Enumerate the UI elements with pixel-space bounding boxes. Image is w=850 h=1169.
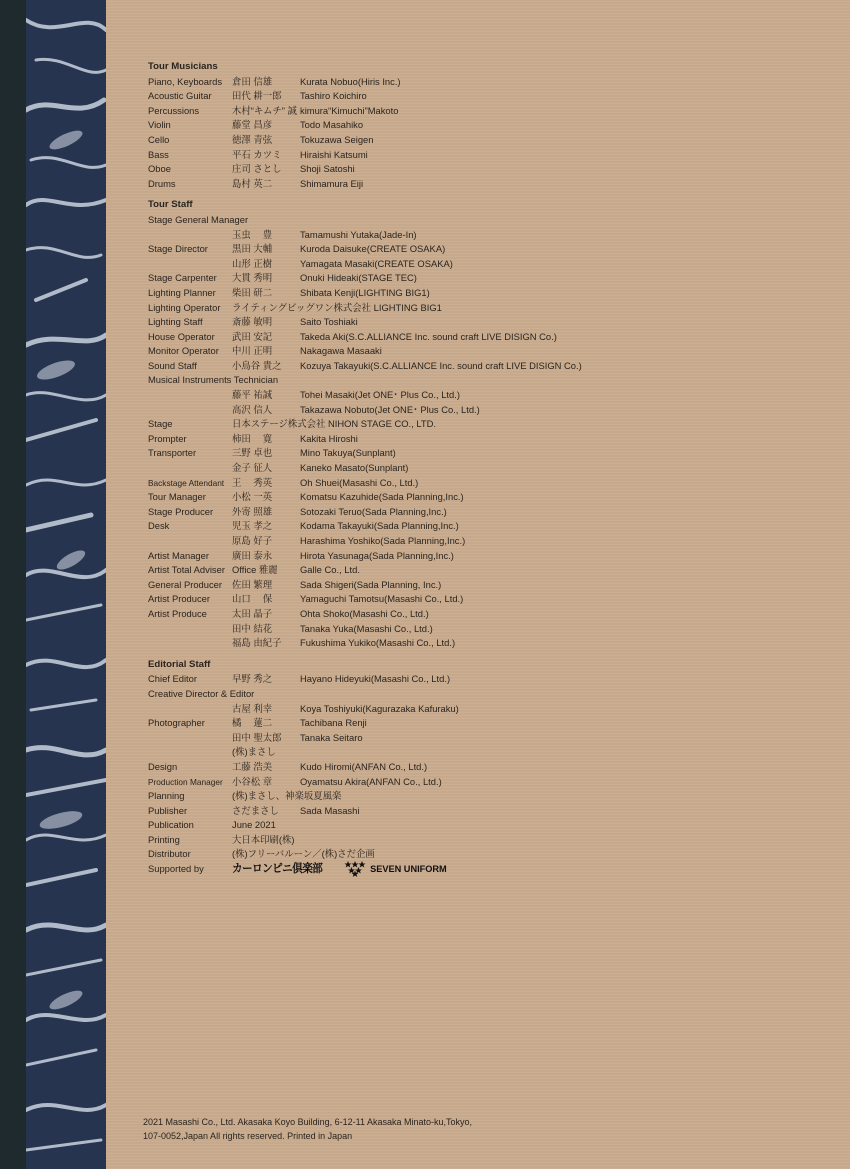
credit-row — [148, 702, 828, 717]
credit-role: Planning — [148, 790, 185, 802]
credit-name-jp: 中川 正明 — [232, 345, 273, 357]
supported-by-row — [148, 862, 828, 877]
credit-row — [148, 476, 828, 491]
credit-row — [148, 818, 828, 833]
credit-name-en: Mino Takuya(Sunplant) — [300, 447, 396, 459]
credit-row — [148, 177, 828, 192]
credit-name-jp: 黒田 大輔 — [232, 243, 273, 255]
tour-musicians-section — [148, 60, 828, 191]
credit-name-jp: 平石 カツミ — [232, 148, 282, 160]
credit-name-jp: 柴田 研二 — [232, 286, 273, 298]
sponsor-logos — [232, 861, 447, 877]
credit-row — [148, 118, 828, 133]
credit-role: Prompter — [148, 432, 187, 444]
credit-name-jp: 小松 一英 — [232, 491, 273, 503]
credit-name-en: Sada Shigeri(Sada Planning, Inc.) — [300, 578, 442, 590]
credit-role: Stage Producer — [148, 505, 214, 517]
credit-row — [148, 446, 828, 461]
credit-role: Musical Instruments Technician — [148, 374, 279, 386]
credit-row — [148, 578, 828, 593]
credit-name-en: Saito Toshiaki — [300, 316, 358, 328]
credits-content — [148, 60, 828, 877]
credit-name-jp: 外寄 照雄 — [232, 505, 273, 517]
credit-role: Artist Manager — [148, 549, 209, 561]
credit-name-jp: 木村“キムチ” 誠 — [232, 104, 297, 116]
credit-row — [148, 490, 828, 505]
credit-name-en: Yamaguchi Tamotsu(Masashi Co., Ltd.) — [300, 593, 464, 605]
credit-name-jp: 福島 由紀子 — [232, 637, 282, 649]
credit-name-jp: 高沢 信人 — [232, 403, 273, 415]
credit-name-jp: 田中 結花 — [232, 622, 273, 634]
credit-row — [148, 148, 828, 163]
credit-row — [148, 760, 828, 775]
credit-name-jp: 徳澤 青弦 — [232, 133, 273, 145]
credit-name-en: Koya Toshiyuki(Kagurazaka Kafuraku) — [300, 702, 459, 714]
credit-name-jp: 庄司 さとし — [232, 163, 282, 175]
credit-role: Artist Producer — [148, 593, 210, 605]
credit-row — [148, 388, 828, 403]
credit-name-jp: 工藤 浩美 — [232, 760, 273, 772]
credit-name-en: Kozuya Takayuki(S.C.ALLIANCE Inc. sound craft LIVE DISIGN Co.) — [300, 359, 582, 371]
credit-role: Monitor Operator — [148, 345, 219, 357]
credit-name-en: Tohei Masaki(Jet ONE･ Plus Co., Ltd.) — [300, 389, 460, 401]
credit-row — [148, 271, 828, 286]
credit-role: Sound Staff — [148, 359, 197, 371]
credit-role: Lighting Staff — [148, 316, 203, 328]
credit-name-en: Sotozaki Teruo(Sada Planning,Inc.) — [300, 505, 447, 517]
credit-name-en: Hirota Yasunaga(Sada Planning,Inc.) — [300, 549, 454, 561]
credit-row — [148, 403, 828, 418]
credit-role: House Operator — [148, 330, 215, 342]
credit-role: Oboe — [148, 163, 171, 175]
credit-role: Cello — [148, 133, 170, 145]
credit-name-en: Tanaka Yuka(Masashi Co., Ltd.) — [300, 622, 433, 634]
credit-name-jp: 山口 保 — [232, 593, 273, 605]
credit-name-jp: さだまさし — [232, 804, 279, 816]
credit-row — [148, 461, 828, 476]
credit-name-en: Yamagata Masaki(CREATE OSAKA) — [300, 257, 453, 269]
credit-row — [148, 716, 828, 731]
credit-name-en: Shimamura Eiji — [300, 177, 364, 189]
credit-role: Lighting Operator — [148, 301, 221, 313]
credit-row — [148, 622, 828, 637]
credit-row — [148, 847, 828, 862]
credit-role: Distributor — [148, 848, 191, 860]
credit-role: Violin — [148, 119, 171, 131]
credit-role: Artist Total Adviser — [148, 564, 225, 576]
credit-row — [148, 549, 828, 564]
credit-name-en: Komatsu Kazuhide(Sada Planning,Inc.) — [300, 491, 464, 503]
credit-name-en: Tokuzawa Seigen — [300, 133, 374, 145]
credit-role: Lighting Planner — [148, 286, 216, 298]
credit-name-jp: 藤堂 昌彦 — [232, 119, 273, 131]
credit-name-jp: 児玉 孝之 — [232, 520, 273, 532]
credit-row — [148, 315, 828, 330]
credit-role: Publisher — [148, 804, 188, 816]
credit-role: General Producer — [148, 578, 222, 590]
credit-name-jp: 原島 好子 — [232, 535, 273, 546]
credit-name-en: Fukushima Yukiko(Masashi Co., Ltd.) — [300, 637, 456, 649]
credit-row — [148, 505, 828, 520]
sponsor-logo-carlon: カーロンピニ倶楽部 — [232, 862, 323, 875]
credit-name-en: Kakita Hiroshi — [300, 432, 358, 444]
credit-role: Bass — [148, 148, 169, 160]
supported-by-label: Supported by — [148, 863, 204, 875]
credit-name-en: Tamamushi Yutaka(Jade-In) — [300, 228, 417, 240]
sponsor-logo-seven-uniform — [344, 861, 447, 877]
credit-role: Percussions — [148, 104, 200, 116]
footer-line-1: 2021 Masashi Co., Ltd. Akasaka Koyo Building, 6-12-11 Akasaka Minato-ku,Tokyo, — [143, 1117, 473, 1127]
credit-name-en: Kaneko Masato(Sunplant) — [300, 462, 409, 474]
credit-name-en: Kodama Takayuki(Sada Planning,Inc.) — [300, 520, 459, 532]
credit-name-en: Kuroda Daisuke(CREATE OSAKA) — [300, 243, 446, 255]
credit-role: Tour Manager — [148, 491, 206, 503]
credit-name-jp: 田中 聖太郎 — [232, 731, 282, 743]
credit-name-en: kimura“Kimuchi”Makoto — [300, 104, 399, 116]
credit-row — [148, 162, 828, 177]
credit-row — [148, 301, 828, 316]
credit-role: Drums — [148, 177, 176, 189]
credit-row — [148, 330, 828, 345]
credit-name-jp: 王 秀英 — [232, 476, 273, 488]
credit-name-en: Takeda Aki(S.C.ALLIANCE Inc. sound craft LIVE DISIGN Co.) — [300, 330, 557, 342]
credit-role: Piano, Keyboards — [148, 75, 223, 87]
credit-role: Chief Editor — [148, 673, 197, 685]
credit-row — [148, 687, 828, 702]
credit-role: Backstage Attendant — [148, 477, 225, 488]
credit-row — [148, 731, 828, 746]
credit-role: Stage Director — [148, 243, 208, 255]
credit-name-jp: 太田 晶子 — [232, 607, 273, 619]
spine-edge — [0, 0, 26, 1169]
credit-name-jp: 古屋 利幸 — [232, 702, 273, 714]
credit-name-en: Oyamatsu Akira(ANFAN Co., Ltd.) — [300, 775, 442, 787]
credit-role: Production Manager — [148, 776, 223, 787]
credit-name-jp: ライティングビッグワン株式会社 LIGHTING BIG1 — [232, 301, 442, 313]
credit-row — [148, 833, 828, 848]
credit-name-en: Harashima Yoshiko(Sada Planning,Inc.) — [300, 535, 466, 546]
section-heading: Tour Staff — [148, 199, 193, 211]
credit-row — [148, 133, 828, 148]
credit-name-en: Shoji Satoshi — [300, 163, 355, 175]
credit-name-jp: 山形 正樹 — [232, 257, 273, 269]
credit-row — [148, 563, 828, 578]
credit-row — [148, 359, 828, 374]
credit-row — [148, 89, 828, 104]
credit-row — [148, 257, 828, 272]
credit-name-en: Shibata Kenji(LIGHTING BIG1) — [300, 286, 430, 298]
credit-name-jp: (株)まさし — [232, 746, 276, 758]
credit-name-jp: 日本ステージ株式会社 NIHON STAGE CO., LTD. — [232, 418, 436, 430]
section-heading: Editorial Staff — [148, 658, 211, 670]
credit-name-en: Todo Masahiko — [300, 119, 364, 131]
seven-uniform-text: SEVEN UNIFORM — [370, 863, 447, 874]
credit-row — [148, 242, 828, 257]
credit-row — [148, 75, 828, 90]
credit-name-jp: 小鳥谷 貴之 — [232, 359, 282, 371]
credit-row — [148, 534, 828, 549]
stars-icon — [344, 861, 366, 877]
credit-name-en: Ohta Shoko(Masashi Co., Ltd.) — [300, 607, 429, 619]
credit-role: Transporter — [148, 447, 197, 459]
credit-role: Creative Director & Editor — [148, 687, 255, 699]
credit-name-en: Galle Co., Ltd. — [300, 564, 360, 576]
credit-row — [148, 286, 828, 301]
leaf-pattern-graphic — [26, 0, 106, 1169]
credit-name-jp: (株)まさし、神楽坂夏風楽 — [232, 790, 342, 802]
credit-role: Desk — [148, 520, 170, 532]
credit-role: Printing — [148, 833, 180, 845]
cloth-spine — [26, 0, 106, 1169]
footer-line-2: 107-0052,Japan All rights reserved. Printed in Japan — [143, 1130, 353, 1141]
credit-row — [148, 745, 828, 760]
credit-name-en: Tashiro Koichiro — [300, 90, 367, 102]
credit-role: Design — [148, 760, 178, 772]
credit-name-en: Hiraishi Katsumi — [300, 148, 368, 160]
credit-row — [148, 592, 828, 607]
credit-row — [148, 104, 828, 119]
credit-name-jp: 大貫 秀明 — [232, 272, 273, 284]
credit-row — [148, 228, 828, 243]
credit-name-en: Kudo Hiromi(ANFAN Co., Ltd.) — [300, 760, 428, 772]
credit-row — [148, 432, 828, 447]
credit-name-jp: 廣田 泰永 — [232, 549, 273, 561]
credit-name-jp: 島村 英二 — [232, 177, 273, 189]
credit-row — [148, 373, 828, 388]
credit-row — [148, 804, 828, 819]
credit-row — [148, 789, 828, 804]
credit-role: Acoustic Guitar — [148, 90, 212, 102]
credit-row — [148, 636, 828, 651]
credit-name-jp: 橘 蓮二 — [232, 717, 273, 729]
credit-name-jp: 斎藤 敏明 — [232, 316, 273, 328]
credit-name-jp: (株)フリーバルーン／(株)さだ企画 — [232, 848, 375, 860]
credit-name-jp: 柿田 寛 — [232, 432, 273, 444]
credit-name-jp: 田代 耕一郎 — [232, 90, 282, 102]
credit-name-en: Kurata Nobuo(Hiris Inc.) — [300, 75, 401, 87]
credit-role: Stage Carpenter — [148, 272, 217, 284]
credit-row — [148, 775, 828, 790]
credit-name-jp: Office 雅麗 — [232, 564, 278, 576]
credit-row — [148, 344, 828, 359]
credit-name-en: Onuki Hideaki(STAGE TEC) — [300, 272, 417, 284]
credit-name-jp: 武田 安記 — [232, 330, 273, 342]
credit-role: Publication — [148, 819, 194, 831]
credit-name-en: Hayano Hideyuki(Masashi Co., Ltd.) — [300, 673, 451, 685]
credit-name-en: Tanaka Seitaro — [300, 731, 363, 743]
credit-name-en: Nakagawa Masaaki — [300, 345, 382, 357]
credit-name-jp: 玉虫 豊 — [232, 228, 273, 240]
credit-role: Artist Produce — [148, 607, 207, 619]
credit-row — [148, 672, 828, 687]
credit-name-jp: 金子 征人 — [232, 462, 273, 474]
credit-name-en: Sada Masashi — [300, 804, 360, 816]
credit-row — [148, 213, 828, 228]
credit-name-jp: 小谷松 章 — [232, 775, 273, 787]
credit-role: Photographer — [148, 717, 205, 729]
credit-name-en: Takazawa Nobuto(Jet ONE･ Plus Co., Ltd.) — [300, 403, 480, 415]
credit-name-jp: 早野 秀之 — [232, 673, 273, 685]
section-heading: Tour Musicians — [148, 61, 218, 72]
imprint-footer — [143, 1116, 743, 1143]
credit-row — [148, 519, 828, 534]
credit-name-jp: 倉田 信雄 — [232, 75, 273, 87]
tour-staff-section — [148, 198, 828, 650]
credit-name-jp: 三野 卓也 — [232, 447, 273, 459]
credit-role: Stage General Manager — [148, 213, 249, 225]
credit-row — [148, 417, 828, 432]
editorial-staff-section — [148, 658, 828, 862]
credit-name-jp: 藤平 祐誠 — [232, 389, 273, 401]
credit-name-en: Oh Shuei(Masashi Co., Ltd.) — [300, 476, 419, 488]
credit-name-jp: 大日本印刷(株) — [232, 833, 295, 845]
credit-row — [148, 607, 828, 622]
credit-role: Stage — [148, 418, 173, 430]
credit-name-en: Tachibana Renji — [300, 717, 367, 729]
credit-name-jp: 佐田 繁理 — [232, 578, 273, 590]
credit-name-jp: June 2021 — [232, 819, 276, 831]
